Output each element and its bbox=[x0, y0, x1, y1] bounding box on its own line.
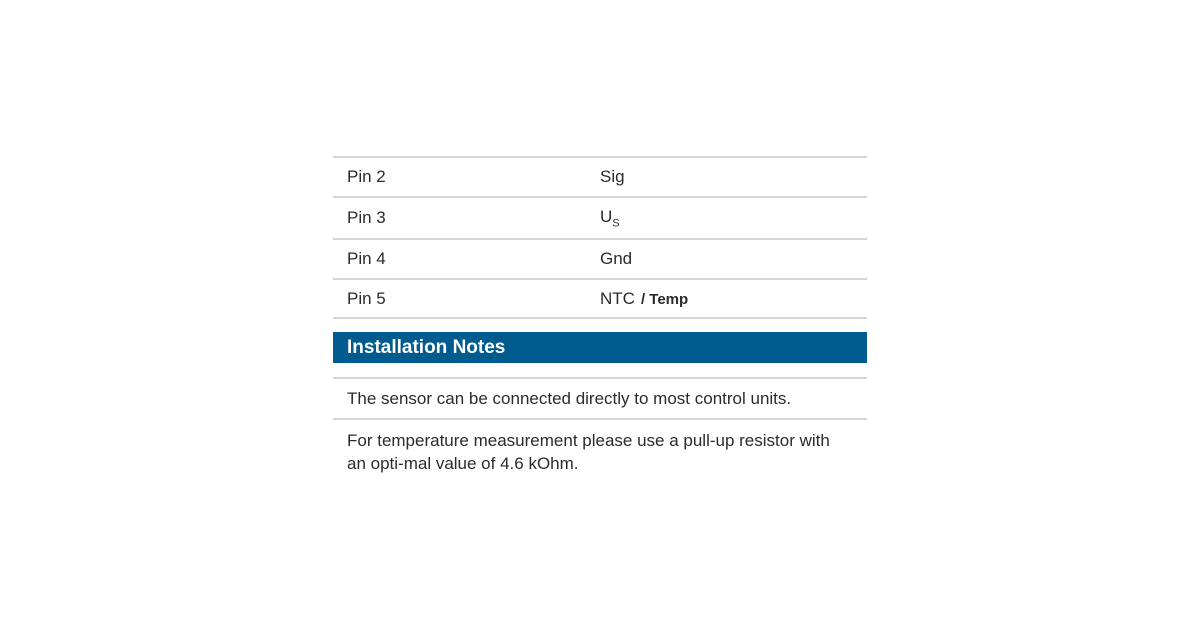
pin-function bbox=[600, 289, 688, 309]
installation-notes bbox=[333, 377, 867, 483]
section-title: Installation Notes bbox=[347, 336, 506, 358]
pin-function-text: Gnd bbox=[600, 249, 633, 268]
pin-function bbox=[600, 249, 632, 269]
pin-function-subscript: S bbox=[612, 217, 620, 230]
pin-name: Pin 2 bbox=[347, 167, 386, 186]
pin-name: Pin 5 bbox=[347, 288, 386, 308]
pin-function-suffix: / Temp bbox=[640, 290, 689, 308]
note-item: For temperature measurement please use a pull-up resistor with an opti-mal value of 4.6 kOhm. bbox=[333, 418, 867, 483]
table-row bbox=[333, 196, 867, 238]
pin-assignment-table bbox=[333, 156, 867, 319]
table-row bbox=[333, 278, 867, 319]
pin-name: Pin 3 bbox=[347, 208, 386, 227]
pin-function-text: U bbox=[600, 206, 613, 226]
pin-function bbox=[600, 207, 620, 229]
pin-document bbox=[333, 156, 867, 483]
note-item: The sensor can be connected directly to most control units. bbox=[333, 377, 867, 418]
pin-function-text: NTC bbox=[600, 288, 635, 308]
pin-function bbox=[600, 167, 625, 187]
table-row bbox=[333, 156, 867, 196]
section-header bbox=[333, 332, 867, 363]
pin-function-text: Sig bbox=[600, 167, 625, 186]
pin-name: Pin 4 bbox=[347, 249, 386, 268]
table-row bbox=[333, 238, 867, 278]
